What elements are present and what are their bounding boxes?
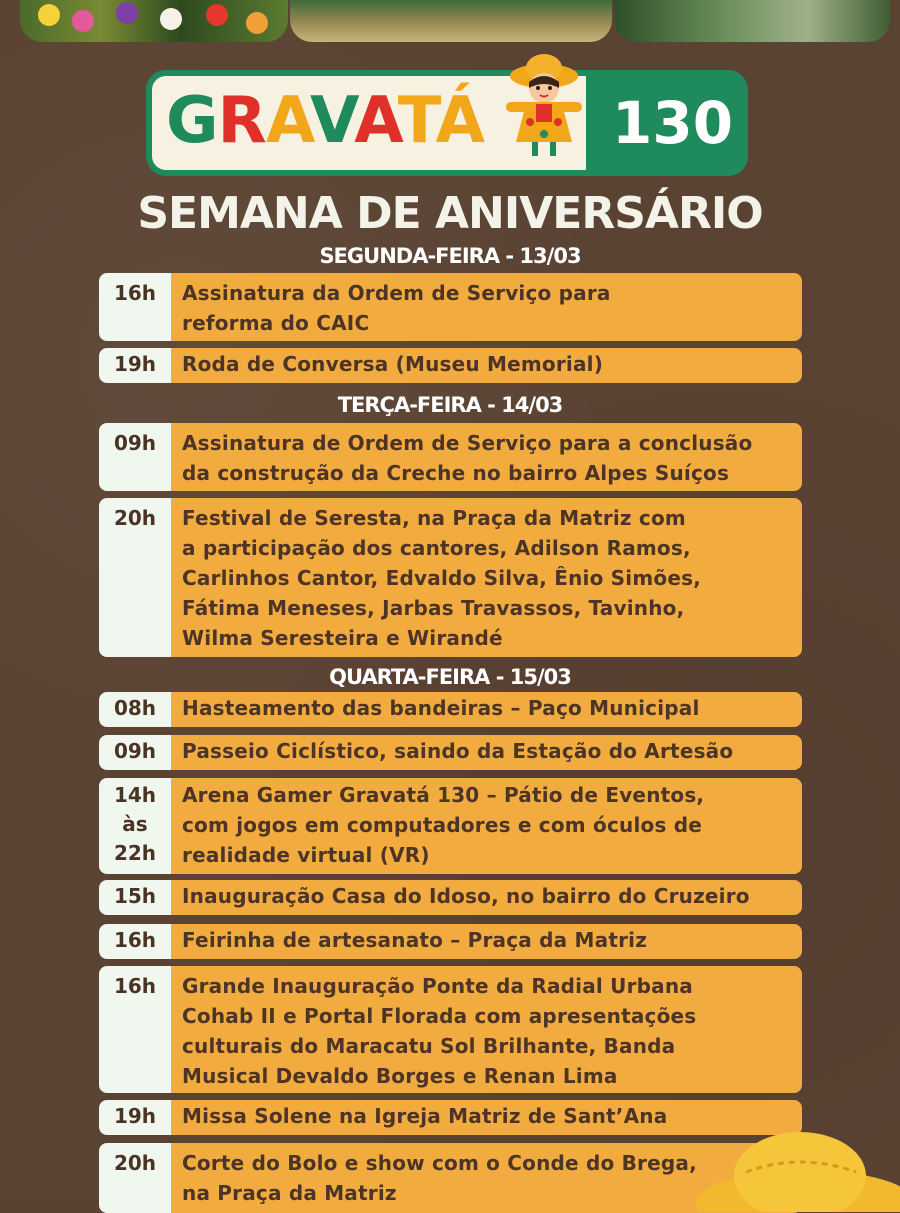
page-title: SEMANA DE ANIVERSÁRIO xyxy=(137,188,763,239)
event-row xyxy=(99,880,802,915)
event-row xyxy=(99,423,802,491)
doll-mascot-icon xyxy=(502,50,586,162)
event-row xyxy=(99,735,802,770)
event-row xyxy=(99,273,802,341)
logo-letter: A xyxy=(265,84,310,158)
event-description: Feirinha de artesanato – Praça da Matriz xyxy=(171,924,802,959)
event-time: 09h xyxy=(99,423,171,491)
event-time: 16h xyxy=(99,924,171,959)
event-description: Arena Gamer Gravatá 130 – Pátio de Eventos, com jogos em computadores e com óculos de realidade virtual (VR) xyxy=(171,778,802,874)
event-row xyxy=(99,778,802,874)
event-description: Corte do Bolo e show com o Conde do Brega, na Praça da Matriz xyxy=(171,1143,802,1213)
logo-number: 130 xyxy=(612,89,734,157)
event-description: Inauguração Casa do Idoso, no bairro do Cruzeiro xyxy=(171,880,802,915)
event-row xyxy=(99,924,802,959)
event-time: 16h xyxy=(99,273,171,341)
day-header-wednesday: QUARTA-FEIRA - 15/03 xyxy=(329,665,571,689)
gravata-130-logo xyxy=(146,70,748,176)
event-row xyxy=(99,692,802,727)
plants-photo xyxy=(614,0,890,42)
event-row xyxy=(99,498,802,657)
event-description: Grande Inauguração Ponte da Radial Urbana Cohab II e Portal Florada com apresentações culturais do Maracatu Sol Brilhante, Banda Musical Devaldo Borges e Renan Lima xyxy=(171,966,802,1093)
logo-letter: G xyxy=(166,84,218,158)
event-description: Missa Solene na Igreja Matriz de Sant’Ana xyxy=(171,1100,802,1135)
event-time: 19h xyxy=(99,1100,171,1135)
event-row xyxy=(99,966,802,1093)
event-row xyxy=(99,1100,802,1135)
logo-letter: V xyxy=(310,84,355,158)
event-description: Hasteamento das bandeiras – Paço Municipal xyxy=(171,692,802,727)
event-time: 09h xyxy=(99,735,171,770)
event-time: 20h xyxy=(99,498,171,657)
logo-letter: Á xyxy=(435,84,484,158)
logo-word xyxy=(166,86,484,156)
logo-letter: R xyxy=(217,84,266,158)
event-description: Assinatura da Ordem de Serviço para reforma do CAIC xyxy=(171,273,802,341)
event-description: Festival de Seresta, na Praça da Matriz com a participação dos cantores, Adilson Ramos, Carlinhos Cantor, Edvaldo Silva, Ênio Simões, Fátima Meneses, Jarbas Travassos, Tavinho, Wilma Seresteira e Wirandé xyxy=(171,498,802,657)
event-time: 15h xyxy=(99,880,171,915)
event-time: 16h xyxy=(99,966,171,1093)
flowers-photo xyxy=(20,0,288,42)
event-description: Passeio Ciclístico, saindo da Estação do Artesão xyxy=(171,735,802,770)
logo-letter: A xyxy=(354,84,398,158)
event-description: Assinatura de Ordem de Serviço para a conclusão da construção da Creche no bairro Alpes Suíços xyxy=(171,423,802,491)
event-row xyxy=(99,348,802,383)
event-description: Roda de Conversa (Museu Memorial) xyxy=(171,348,802,383)
plaza-photo xyxy=(290,0,612,42)
event-time: 14h às 22h xyxy=(99,778,171,874)
day-header-tuesday: TERÇA-FEIRA - 14/03 xyxy=(337,393,563,417)
photo-strip xyxy=(0,0,900,42)
straw-hat-icon xyxy=(696,1132,900,1212)
day-header-monday: SEGUNDA-FEIRA - 13/03 xyxy=(319,244,581,268)
logo-letter: T xyxy=(397,84,436,158)
event-time: 20h xyxy=(99,1143,171,1213)
event-time: 19h xyxy=(99,348,171,383)
event-time: 08h xyxy=(99,692,171,727)
